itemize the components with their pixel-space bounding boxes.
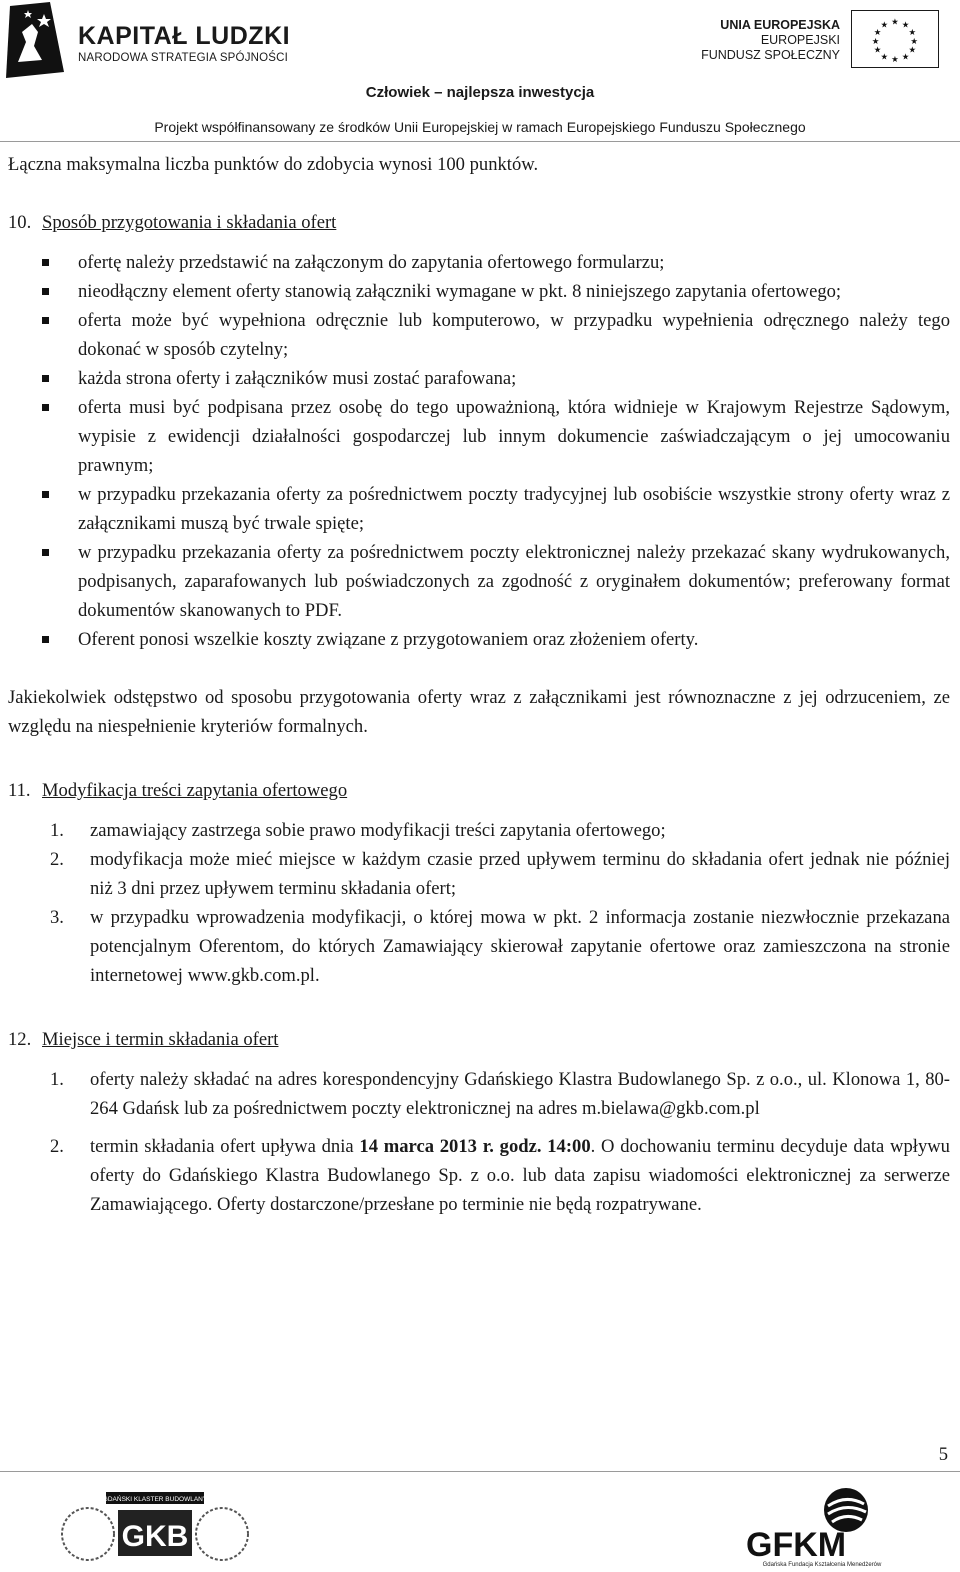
kapital-ludzki-subtitle: NARODOWA STRATEGIA SPÓJNOŚCI xyxy=(78,52,289,64)
list-item xyxy=(8,816,950,845)
section-12-numbered-list xyxy=(8,1065,950,1219)
svg-text:★: ★ xyxy=(910,35,919,46)
section-12-number: 12. xyxy=(8,1029,32,1050)
section-11-number: 11. xyxy=(8,780,31,801)
list-item xyxy=(8,1065,950,1123)
deadline-text-end: . O dochowaniu terminu decyduje data wpływu oferty do Gdańskiego Klastra Budowlanego Sp. z o.o. lub data zapisu wiadomości elektronicznej za serwerze Zamawiającego. Oferty dostarczone/przesłane po terminie nie będą rozpatrywane. xyxy=(90,1136,950,1215)
kapital-ludzki-logo-icon xyxy=(4,2,66,78)
list-item-text: w przypadku wprowadzenia modyfikacji, o której mowa w pkt. 2 informacja zostanie niezwłocznie przekazana potencjalnym Oferentom, do których Zamawiający skierował zapytanie ofertowe oraz zamieszczona na stronie internetowej www.gkb.com.pl. xyxy=(90,907,950,986)
eu-label-line3: FUNDUSZ SPOŁECZNY xyxy=(701,48,840,62)
gkb-label: GDAŃSKI KLASTER BUDOWLANY xyxy=(102,1496,208,1503)
gkb-logo-icon xyxy=(60,1488,250,1568)
header-divider xyxy=(0,141,960,142)
page-number: 5 xyxy=(938,1444,948,1465)
list-item-text: każda strona oferty i załączników musi zostać parafowana; xyxy=(78,368,517,389)
page-header xyxy=(0,0,960,145)
section-10-heading xyxy=(8,208,950,237)
bullet-square-icon xyxy=(42,549,49,556)
list-item-number: 2. xyxy=(50,1136,64,1157)
cofinancing-note: Projekt współfinansowany ze środków Unii Europejskiej w ramach Europejskiego Funduszu Społecznego xyxy=(154,119,806,135)
eu-label-line2: EUROPEJSKI xyxy=(760,33,840,47)
svg-text:★: ★ xyxy=(880,19,889,30)
svg-text:★: ★ xyxy=(901,19,910,30)
svg-text:★: ★ xyxy=(880,51,889,62)
list-item-text: Oferent ponosi wszelkie koszty związane z przygotowaniem oraz złożeniem oferty. xyxy=(78,629,699,650)
bullet-square-icon xyxy=(42,636,49,643)
gfkm-logo-text: GFKM xyxy=(746,1526,847,1564)
list-item-text: ofertę należy przedstawić na załączonym do zapytania ofertowego formularzu; xyxy=(78,252,665,273)
intro-paragraph: Łączna maksymalna liczba punktów do zdobycia wynosi 100 punktów. xyxy=(8,154,539,175)
svg-text:★: ★ xyxy=(901,51,910,62)
gfkm-logo-icon xyxy=(742,1482,902,1568)
gfkm-label: Gdańska Fundacja Kształcenia Menedżerów xyxy=(762,1562,882,1568)
section-10-title: Sposób przygotowania i składania ofert xyxy=(42,212,337,233)
deadline-time: godz. 14:00 xyxy=(499,1136,591,1157)
bullet-square-icon xyxy=(42,491,49,498)
svg-text:★: ★ xyxy=(891,16,899,27)
svg-text:★: ★ xyxy=(871,35,880,46)
section-12-title: Miejsce i termin składania ofert xyxy=(42,1029,279,1050)
section-12-heading xyxy=(8,1025,950,1054)
svg-text:★: ★ xyxy=(891,54,899,65)
section-10-bullet-list xyxy=(8,248,950,654)
header-tagline: Człowiek – najlepsza inwestycja xyxy=(365,84,595,101)
list-item xyxy=(8,538,950,625)
list-item-text: nieodłączny element oferty stanowią załączniki wymagane w pkt. 8 niniejszego zapytania ofertowego; xyxy=(78,281,842,302)
bullet-square-icon xyxy=(42,404,49,411)
list-item xyxy=(8,480,950,538)
eu-label-line1: UNIA EUROPEJSKA xyxy=(720,18,840,32)
list-item xyxy=(8,393,950,480)
list-item-number: 2. xyxy=(50,849,64,870)
list-item-number: 1. xyxy=(50,1069,64,1090)
list-item-text: w przypadku przekazania oferty za pośrednictwem poczty tradycyjnej lub osobiście wszystkie strony oferty wraz z załącznikami muszą być trwale spięte; xyxy=(78,484,950,534)
list-item xyxy=(8,1132,950,1219)
list-item xyxy=(8,903,950,990)
eu-label xyxy=(701,18,840,63)
list-item-number: 1. xyxy=(50,820,64,841)
section-10-number: 10. xyxy=(8,212,32,233)
svg-text:★: ★ xyxy=(873,44,882,55)
eu-flag-icon xyxy=(851,10,939,68)
list-item-text: modyfikacja może mieć miejsce w każdym czasie przed upływem terminu do składania ofert jednak nie później niż 3 dni przez upływem terminu składania ofert; xyxy=(90,849,950,899)
list-item xyxy=(8,306,950,364)
list-item xyxy=(8,625,950,654)
list-item xyxy=(8,277,950,306)
section-11-numbered-list xyxy=(8,816,950,990)
list-item-text: zamawiający zastrzega sobie prawo modyfikacji treści zapytania ofertowego; xyxy=(90,820,666,841)
list-item xyxy=(8,845,950,903)
bullet-square-icon xyxy=(42,288,49,295)
kapital-ludzki-title: KAPITAŁ LUDZKI xyxy=(78,22,291,50)
section-11-title: Modyfikacja treści zapytania ofertowego xyxy=(42,780,348,801)
list-item xyxy=(8,248,950,277)
footer-divider xyxy=(0,1471,960,1472)
document-body xyxy=(8,150,950,1219)
bullet-square-icon xyxy=(42,317,49,324)
svg-text:★: ★ xyxy=(908,27,917,38)
list-item-text: oferta musi być podpisana przez osobę do tego upoważnioną, która widnieje w Krajowym Rejestrze Sądowym, wypisie z ewidencji działalności gospodarczej lub innym dokumencie zaświadczającym o jej umocowaniu prawnym; xyxy=(78,397,950,476)
section-11-heading xyxy=(8,776,950,805)
deadline-text-start: termin składania ofert upływa dnia xyxy=(90,1136,360,1157)
list-item-text: oferty należy składać na adres korespondencyjny Gdańskiego Klastra Budowlanego Sp. z o.o., ul. Klonowa 1, 80-264 Gdańsk lub za pośrednictwem poczty elektronicznej na adres m.bielawa@gkb.com.pl xyxy=(90,1069,950,1119)
list-item xyxy=(8,364,950,393)
bullet-square-icon xyxy=(42,375,49,382)
list-item-text: oferta może być wypełniona odręcznie lub komputerowo, w przypadku wypełnienia odręcznego należy tego dokonać w sposób czytelny; xyxy=(78,310,950,360)
bullet-square-icon xyxy=(42,259,49,266)
svg-text:★: ★ xyxy=(873,27,882,38)
gkb-logo-text: GKB xyxy=(121,1520,189,1553)
section-10-closing: Jakiekolwiek odstępstwo od sposobu przygotowania oferty wraz z załącznikami jest równoznaczne z jej odrzuceniem, ze względu na niespełnienie kryteriów formalnych. xyxy=(8,687,950,737)
deadline-date: 14 marca 2013 r. xyxy=(359,1136,494,1157)
list-item-text: w przypadku przekazania oferty za pośrednictwem poczty elektronicznej należy przekazać skany wydrukowanych, podpisanych, zaparafowanych lub poświadczonych za zgodność z oryginałem dokumentów; preferowany format dokumentów skanowanych to PDF. xyxy=(78,542,950,621)
svg-text:★: ★ xyxy=(908,44,917,55)
list-item-number: 3. xyxy=(50,907,64,928)
